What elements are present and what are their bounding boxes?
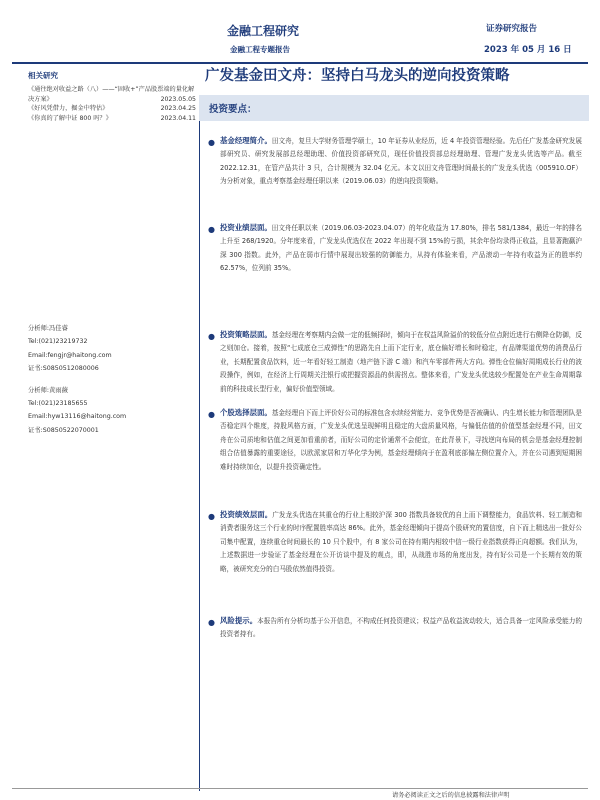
section-text: 田文舟，复旦大学财务管理学硕士，10 年证券从业经历，近 4 年投资管理经验。先后任广发基金研究发展部研究员、研究发展部总经理助理、价值投资部研究员，现任价值投资部总经理助理、管理广发龙头优选等产品。截至 2022.12.31，在管产品共计 3 只，合计规模为 32.04 亿元。本文以田文舟管理时间最长的广发龙头优选（005910.OF）为分析对象，重点考察基金经理任职以来（2019.06.03）的逆向投资策略。 (220, 137, 582, 186)
analyst-email[interactable]: Email:hyw13116@haitong.com (28, 413, 127, 421)
analyst-name: 分析师:黄雨薇 (28, 386, 68, 394)
section-heading: 投资业绩层面。 (220, 223, 272, 232)
section-performance (220, 221, 582, 276)
bullet-icon: ● (208, 332, 215, 341)
related-research-heading: 相关研究 (28, 71, 58, 80)
related-item-date: 2023.04.25 (160, 105, 196, 112)
section-text: 基金经理在考察期内会做一定的低频择时，倾向于在权益风险溢价的较低分位点附近进行右侧降仓防御，反之则加仓。接着，按照“七成底仓三成弹性”的思路先自上而下定行业，底仓偏好增长和时稳定，有品牌渠道优势的消费品行业，长期配置食品饮料，近一年看好轻工制造（地产链下游 C 端）和汽车零部件两大方向。弹性仓位偏好周期成长行业的波段操作，例如，在经济上行周期关注银行或把握资源品的供需拐点。整体来看，广发龙头优选较少配置处在产业生命周期靠前的科技成长型行业，偏好价值型领域。 (220, 331, 582, 393)
content-divider (199, 121, 200, 791)
bullet-icon: ● (208, 225, 215, 234)
section-heading: 投资策略层面。 (220, 330, 272, 339)
related-item-title: 《好风凭借力，掘金中特估》 (28, 105, 109, 112)
related-item-date: 2023.04.11 (160, 114, 196, 122)
section-text: 广发龙头优选在其重仓的行业上相较沪深 300 指数具备较优的自上而下调整能力，食品饮料、轻工制造和消费者服务这三个行业的时序配置胜率高达 86%。此外，基金经理倾向于提高个股研究的置信度，自下而上精选出一批好公司集中配置，连续重仓时间最长的 10 只个股中，有 8 家公司在持有期内相较中信一级行业指数获得正向超额。我们认为，上述数据进一步验证了基金经理在公开访谈中提及的观点，即，从战胜市场的角度出发，持有好公司是一个长期有效的策略，被研究充分的白马股依然值得投资。 (220, 511, 582, 573)
section-heading: 风险提示。 (220, 616, 258, 625)
section-text: 基金经理自下而上评价好公司的标准包含水续经营能力、竞争优势是否被确认、内生增长能力和管理团队是否稳定四个维度，持股风格方面，广发龙头优选呈现鲜明且稳定的大盘质量风格，与偏低估值的价值型基金经理不同，田文舟在公司质地和估值之间更加看重前者，而好公司的定价通常不会便宜，在此背景下，寻找逆向布局的机会是基金经理控制组合估值暴露的重要途径，以欧派家居和万华化学为例，基金经理倾向于在盈利底部偏左侧位置介入，并在公司遇到短期困难时持续加仓，以提升投资确定性。 (220, 409, 582, 471)
report-type: 证券研究报告 (486, 24, 538, 34)
section-text: 田文舟任职以来（2019.06.03-2023.04.07）的年化收益为 17.80%，排名 581/1384，最近一年的排名上升至 268/1920。分年度来看，广发龙头优选仅在 2022 年出现不到 15%的亏损，其余年份均录得正收益，且显著跑赢沪深 300 指数。此外，产品在弱市行情中展现出较强的防御能力，从持有体验来看，产品滚动一年持有收益为正的胜率约 62.57%，位列前 35%。 (220, 224, 582, 273)
related-item-date: 2023.05.05 (160, 95, 196, 103)
section-manager-intro (220, 134, 582, 189)
bullet-icon: ● (208, 138, 215, 147)
section-risk (220, 614, 582, 642)
sidebar (28, 70, 196, 123)
section-attribution (220, 508, 582, 576)
related-item[interactable] (28, 85, 196, 104)
footer-disclaimer: 请务必阅读正文之后的信息披露和法律声明 (392, 792, 510, 799)
footer-divider (12, 788, 588, 789)
analyst-email[interactable]: Email:fengjr@haitong.com (28, 351, 112, 359)
report-date: 2023 年 05 月 16 日 (484, 45, 572, 55)
section-text: 本报告所有分析均基于公开信息，不构成任何投资建议；权益产品收益波动较大，适合具备一定风险承受能力的投资者持有。 (220, 617, 582, 639)
analyst-cert: 证书:S0850512080006 (28, 365, 99, 373)
analyst-name: 分析师:冯佳睿 (28, 325, 68, 332)
related-item-title: 《你真的了解中证 800 吗？》 (28, 114, 112, 122)
analyst-info (28, 322, 196, 437)
analyst-tel: Tel:(021)23185655 (28, 400, 88, 408)
section-heading: 投资绩效层面。 (220, 510, 273, 519)
analyst-cert: 证书:S0850522070001 (28, 426, 99, 434)
section-heading: 个股选择层面。 (220, 408, 272, 417)
section-heading: 基金经理简介。 (220, 136, 272, 145)
header-subbrand: 金融工程专题报告 (230, 45, 290, 54)
key-points-banner (199, 95, 589, 121)
bullet-icon: ● (208, 512, 215, 521)
bullet-icon: ● (208, 618, 215, 627)
header-brand: 金融工程研究 (227, 24, 300, 38)
key-points-label: 投资要点： (209, 104, 257, 115)
report-title: 广发基金田文舟：坚持白马龙头的逆向投资策略 (205, 68, 510, 84)
related-item-title: 《通往绝对收益之路（八）——“固收+”产品股票端的量化解决方案》 (28, 86, 195, 103)
bullet-icon: ● (208, 410, 215, 419)
related-item[interactable] (28, 104, 196, 114)
related-item[interactable] (28, 114, 196, 124)
section-stock-selection (220, 406, 582, 474)
section-strategy (220, 328, 582, 396)
analyst-tel: Tel:(021)23219732 (28, 338, 88, 346)
